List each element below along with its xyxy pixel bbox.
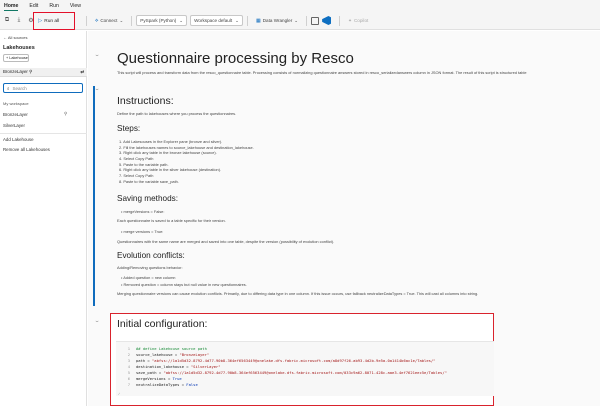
code-line <box>124 358 435 363</box>
line-number: 4 <box>127 364 130 369</box>
initial-config-heading: Initial configuration: <box>117 318 208 330</box>
code-token: "abfss://1a1d5d32-8792-4d77-90b8-364ef6563449@onelake.dfs.fabric.microsoft.com/033c9a62-8071-428c-aae3-4ef7621eec5e/Tables/" <box>163 370 447 375</box>
code-line <box>124 370 447 375</box>
list-item: • mergeVersions = False: <box>121 209 165 214</box>
connect-button[interactable]: ⟡ Connect ⌄ <box>95 17 124 24</box>
sidebar-title: Lakehouses <box>3 45 35 51</box>
code-token: False <box>186 382 198 387</box>
kernel-select[interactable]: PySpark (Python) ⌄ <box>136 15 187 26</box>
steps-list <box>119 139 254 184</box>
saving-text-1: Each questionnaire is saved to a table specific for their version. <box>117 218 226 223</box>
code-line <box>124 364 221 369</box>
line-number: 2 <box>127 352 130 357</box>
line-number: 7 <box>127 382 130 387</box>
list-item: • Removed question = column stays but null value in new questionnaires. <box>121 282 247 287</box>
list-item: 7. Select Copy Path <box>119 172 154 178</box>
copilot-icon: ✦ <box>348 17 352 23</box>
play-icon: ▷ <box>38 18 43 24</box>
run-all-button[interactable]: ▷ Run all <box>33 12 75 30</box>
workspace-select[interactable]: Workspace default ⌄ <box>190 15 243 26</box>
collapse-chevron-icon[interactable]: ⌄ <box>94 318 101 324</box>
line-number: 5 <box>127 370 130 375</box>
code-token: path = <box>136 358 153 363</box>
code-token: mergeVersions = <box>136 376 173 381</box>
add-lakehouse-action[interactable]: Add Lakehouse <box>3 137 34 142</box>
code-line <box>124 346 207 351</box>
list-item: • merge versions = True: <box>121 229 164 234</box>
code-token: ## define Lakehouse source path <box>136 346 207 351</box>
code-token: destination_lakehouse = <box>136 364 191 369</box>
instructions-text: Define the path to lakehouses where you process the questionnaires. <box>117 111 237 116</box>
steps-heading: Steps: <box>117 124 141 133</box>
instructions-heading: Instructions: <box>117 95 174 107</box>
lakehouse-explorer <box>0 31 87 406</box>
search-icon: ⌕ <box>7 85 10 91</box>
swap-icon[interactable]: ⇄ <box>80 69 84 74</box>
evolution-text-2: Merging questionnaire versions can cause evolution conflicts. Primarily, due to differing data type in one column. If this issue occurs, use fallback neutralizeDataTypes = True. This will cast all columns into string. <box>117 292 479 296</box>
pin-icon: ⚲ <box>29 69 33 74</box>
collapse-chevron-icon[interactable]: ⌄ <box>94 86 101 92</box>
vscode-icon[interactable] <box>322 16 331 25</box>
copilot-button[interactable]: ✦ Copilot <box>348 17 369 23</box>
list-item: 6. Right click any table in the silver lakehouse (destination). <box>119 167 222 173</box>
save-icon[interactable]: ⧉ <box>4 17 10 23</box>
line-number: 1 <box>127 346 130 351</box>
tab-view[interactable]: View <box>69 3 82 9</box>
code-token: "abfss://1a1d5d32-8792-4d77-90b8-364ef6563449@onelake.dfs.fabric.microsoft.com/a8d97f26-ab93-4d2b-9e5a-0a1414b6ac1e/Tables/" <box>152 358 436 363</box>
code-token: save_path = <box>136 370 164 375</box>
all-sources-link[interactable]: ← All sources <box>3 35 28 40</box>
line-number: 6 <box>127 376 130 381</box>
active-cell-indicator <box>93 86 95 306</box>
intro-text: This script will process and transform data from the resco_questionnaire table. Processing consists of normalizing questionnaire answers stored in resco_serializedanswers column in JSON format. The result of this script is structured table <box>117 71 527 75</box>
saving-text-2: Questionnaires with the same name are merged and saved into one table, despite the version (possibility of evolution conflict). <box>117 239 335 244</box>
code-token: True <box>172 376 182 381</box>
data-wrangler-button[interactable]: ▦ Data Wrangler ⌄ <box>255 17 299 24</box>
list-item: 2. Fill the lakehouses names to source_lakehouse and destination_lakehouse. <box>119 144 254 150</box>
plus-icon: + <box>6 56 10 60</box>
tab-home[interactable]: Home <box>4 2 19 9</box>
line-number: 3 <box>127 358 130 363</box>
table-icon: ▦ <box>255 17 261 24</box>
list-item: 4. Select Copy Path <box>119 155 154 161</box>
menu-bar <box>0 0 600 12</box>
code-token: "SilverLayer" <box>190 364 221 369</box>
saving-heading: Saving methods: <box>117 194 178 203</box>
add-lakehouse-button[interactable]: + Lakehouse <box>3 54 29 62</box>
collapse-chevron-icon[interactable]: ⌄ <box>94 52 101 58</box>
sidebar-item-silverlayer[interactable]: SilverLayer <box>3 123 25 128</box>
list-item: 1. Add Lakesouses in the Explorer pane (bronze and silver). <box>119 139 223 144</box>
code-line <box>124 382 198 387</box>
code-line <box>124 352 209 357</box>
code-token: source_lakehouse = <box>136 352 180 357</box>
code-token: neutralizeDataTypes = <box>136 382 187 387</box>
plug-icon: ⟡ <box>95 17 99 24</box>
sidebar-item-bronzelayer[interactable]: BronzeLayer <box>3 112 28 117</box>
list-item: • Added question = new column <box>121 275 176 280</box>
evolution-text: Adding/Removing questions behavior: <box>117 265 183 270</box>
search-input[interactable]: ⌕ Search <box>3 83 83 93</box>
code-token: "BronzeLayer" <box>179 352 210 357</box>
remove-all-lakehouses-action[interactable]: Remove all Lakehouses <box>3 147 50 152</box>
checkmark-icon: ✓ <box>118 391 121 396</box>
tab-edit[interactable]: Edit <box>29 3 39 9</box>
download-icon[interactable]: ⤓ <box>17 17 21 23</box>
pin-icon[interactable]: ⚲ <box>64 111 68 116</box>
current-lakehouse-dropdown[interactable]: BronzeLayer ⚲ ⇄ <box>0 68 87 77</box>
arrow-left-icon: ← <box>3 35 8 40</box>
list-item: 5. Paste to the variable path. <box>119 161 169 167</box>
notebook-title: Questionnaire processing by Resco <box>117 50 354 67</box>
divider <box>0 133 87 134</box>
code-line <box>124 376 182 381</box>
evolution-heading: Evolution conflicts: <box>117 251 185 260</box>
tab-run[interactable]: Run <box>49 3 59 9</box>
section-label: My workspace <box>3 101 29 106</box>
list-item: 8. Paste to the variable save_path. <box>119 178 179 184</box>
open-in-icon[interactable] <box>311 17 319 25</box>
list-item: 3. Right click any table in the bronze lakehouse (source). <box>119 150 217 156</box>
gear-icon[interactable]: ⚙ <box>28 18 34 24</box>
toolbar <box>0 12 600 30</box>
